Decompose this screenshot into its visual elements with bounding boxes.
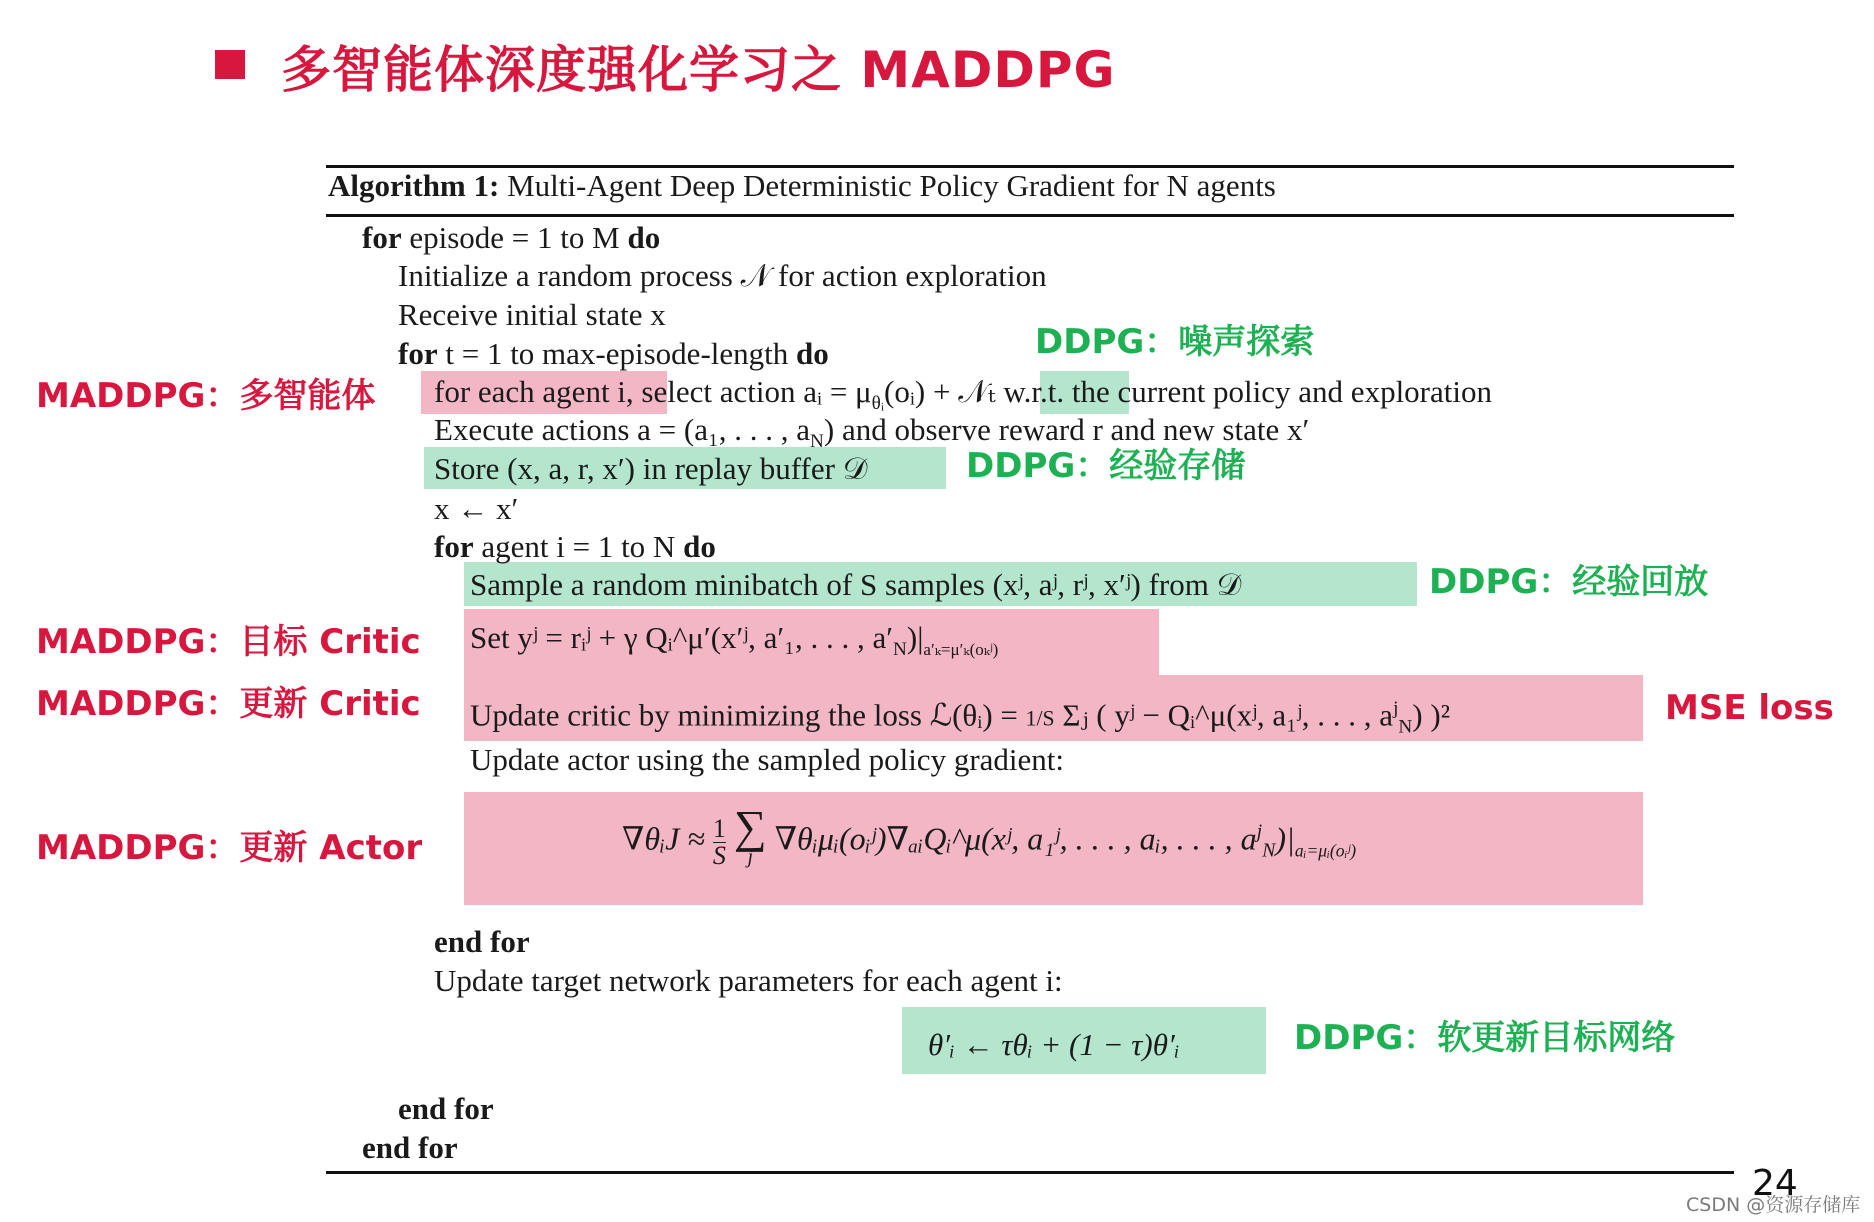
superscript-j: j xyxy=(1256,820,1263,843)
line-update-target: Update target network parameters for each agent i: xyxy=(434,963,1063,998)
keyword-do: do xyxy=(627,220,661,255)
keyword-end-for: end for xyxy=(362,1130,458,1165)
line-for-t xyxy=(398,335,829,373)
evaluation-subscript: aᵢ=μᵢ(oᵢʲ) xyxy=(1294,840,1357,861)
fraction xyxy=(712,813,726,870)
theta-subscript: θᵢ xyxy=(871,393,885,415)
keyword-do: do xyxy=(683,529,716,564)
evaluation-subscript: a′ₖ=μ′ₖ(oₖʲ) xyxy=(923,640,999,660)
line-end-for-agent xyxy=(434,923,530,961)
line-assign-state: x ← x′ xyxy=(434,491,519,526)
keyword-for: for xyxy=(362,220,402,255)
line-end-for-episode xyxy=(362,1129,458,1167)
annotation-experience-replay: DDPG：经验回放 xyxy=(1429,562,1709,602)
subscript-n: N xyxy=(893,639,907,661)
line-text: ) and observe reward r and new state x′ xyxy=(823,412,1310,447)
line-text: t = 1 to max-episode-length xyxy=(437,336,797,371)
watermark: CSDN @资源存储库 xyxy=(1686,1194,1861,1216)
select-action-text: select action aᵢ = μ xyxy=(633,374,872,409)
fraction-1-over-s: 1/S xyxy=(1025,706,1055,731)
line-text: agent i = 1 to N xyxy=(473,529,684,564)
slide-title: 多智能体深度强化学习之 MADDPG xyxy=(281,41,1116,99)
for-each-agent-text: for each agent i, xyxy=(434,374,634,409)
annotation-update-actor: MADDPG：更新 Actor xyxy=(36,828,423,868)
annotation-soft-update: DDPG：软更新目标网络 xyxy=(1294,1018,1676,1058)
line-text: Execute actions a = (a₁, . . . , a xyxy=(434,412,811,447)
subscript-n: N xyxy=(1262,839,1276,862)
sum-symbol: ∑ xyxy=(733,801,767,852)
line-store: Store (x, a, r, x′) in replay buffer 𝒟 xyxy=(434,451,868,486)
actor-gradient-equation xyxy=(622,801,1357,872)
annotation-target-critic: MADDPG：目标 Critic xyxy=(36,622,421,662)
annotation-experience-store: DDPG：经验存储 xyxy=(966,446,1246,486)
line-text: Set yʲ = rᵢʲ + γ Qᵢ^μ′(x′ʲ, a′₁, . . . , a′ xyxy=(470,620,894,655)
title-bullet-square-icon xyxy=(215,50,245,79)
line-update-critic xyxy=(470,690,1450,747)
line-initialize: Initialize a random process 𝒩 for action exploration xyxy=(398,258,1047,293)
subscript-n: N xyxy=(810,431,824,453)
gradient-close: )| xyxy=(1275,820,1295,857)
line-text: )| xyxy=(906,620,924,655)
wrt-text: w.r.t. the current policy and exploration xyxy=(995,374,1492,409)
subscript-n: N xyxy=(1398,716,1413,738)
fraction-numerator: 1 xyxy=(712,813,726,843)
algorithm-header-rule xyxy=(326,214,1734,217)
line-end-for-t xyxy=(398,1090,494,1128)
keyword-for: for xyxy=(434,529,474,564)
sum-index: j xyxy=(747,846,754,868)
keyword-end-for: end for xyxy=(398,1091,494,1126)
soft-update-equation: θ′ᵢ ← τθᵢ + (1 − τ)θ′ᵢ xyxy=(928,1027,1180,1062)
obs-text: (oᵢ) xyxy=(884,374,933,409)
line-text: Update critic by minimizing the loss ℒ(θᵢ) = xyxy=(470,697,1026,733)
gradient-lhs: ∇θᵢJ ≈ xyxy=(622,820,713,857)
line-text: ) )² xyxy=(1412,697,1450,733)
algorithm-label: Algorithm 1: xyxy=(328,168,500,203)
line-for-episode xyxy=(362,219,660,257)
fraction-denominator: S xyxy=(712,840,726,870)
line-text: Σⱼ ( yʲ − Qᵢ^μ(xʲ, a₁ʲ, . . . , a xyxy=(1054,697,1394,733)
line-set-target xyxy=(470,619,998,669)
keyword-end-for: end for xyxy=(434,924,530,959)
annotation-update-critic: MADDPG：更新 Critic xyxy=(36,684,421,724)
keyword-do: do xyxy=(796,336,829,371)
noise-term: + 𝒩ₜ xyxy=(932,374,996,409)
algorithm-header xyxy=(328,168,1276,204)
line-for-agent xyxy=(434,528,716,566)
annotation-noise-explore: DDPG：噪声探索 xyxy=(1035,322,1315,362)
summation xyxy=(733,801,767,872)
line-receive-state: Receive initial state x xyxy=(398,297,666,332)
annotation-mse-loss: MSE loss xyxy=(1665,688,1834,728)
line-text: episode = 1 to M xyxy=(401,220,628,255)
gradient-rhs: ∇θᵢμᵢ(oᵢʲ)∇ₐᵢQᵢ^μ(xʲ, a₁ʲ, . . . , aᵢ, . . . , a xyxy=(766,820,1257,857)
line-update-actor: Update actor using the sampled policy gradient: xyxy=(470,742,1064,777)
superscript-j: j xyxy=(1393,698,1399,719)
line-sample-minibatch: Sample a random minibatch of S samples (xʲ, aʲ, rʲ, x′ʲ) from 𝒟 xyxy=(470,567,1242,602)
page-number: 24 xyxy=(1752,1163,1798,1204)
algorithm-caption: Multi-Agent Deep Deterministic Policy Gradient for N agents xyxy=(507,168,1276,203)
annotation-multi-agent: MADDPG：多智能体 xyxy=(36,376,376,416)
algorithm-bottom-rule xyxy=(326,1171,1734,1174)
keyword-for: for xyxy=(398,336,438,371)
